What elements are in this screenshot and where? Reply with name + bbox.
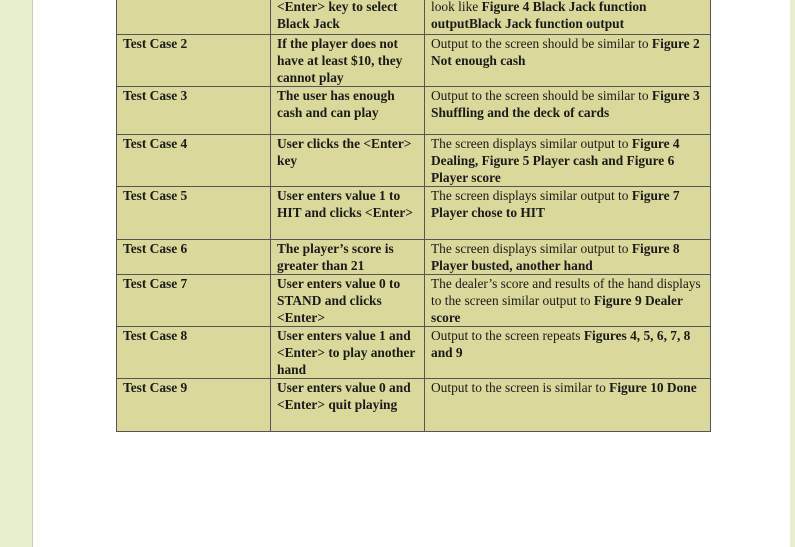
expected-cell xyxy=(425,379,711,432)
expected-cell xyxy=(425,0,711,35)
figure-reference: Figure 4 Black Jack function outputBlack Jack function output xyxy=(431,0,647,31)
action-cell: User enters value 1 and <Enter> to play another hand xyxy=(271,327,425,379)
table-row xyxy=(117,327,711,379)
table-row xyxy=(117,87,711,135)
table-row xyxy=(117,0,711,35)
expected-cell xyxy=(425,275,711,327)
figure-reference: Figure 2 Not enough cash xyxy=(431,36,700,68)
test-case-cell: Test Case 7 xyxy=(117,275,271,327)
expected-text: Output to the screen is similar to xyxy=(431,380,606,395)
test-case-table xyxy=(116,0,711,432)
action-cell: The user has enough cash and can play xyxy=(271,87,425,135)
expected-text: Output to the screen should be similar to xyxy=(431,36,649,51)
expected-cell xyxy=(425,327,711,379)
table-row xyxy=(117,35,711,87)
test-case-cell: Test Case 9 xyxy=(117,379,271,432)
table-row xyxy=(117,240,711,275)
figure-reference: Figure 3 Shuffling and the deck of cards xyxy=(431,88,700,120)
action-cell: <Enter> key to select Black Jack xyxy=(271,0,425,35)
right-margin xyxy=(790,0,795,547)
action-cell: The player’s score is greater than 21 xyxy=(271,240,425,275)
figure-reference: Figures 4, 5, 6, 7, 8 and 9 xyxy=(431,328,691,360)
action-cell: User clicks the <Enter> key xyxy=(271,135,425,187)
expected-cell xyxy=(425,87,711,135)
table-row xyxy=(117,135,711,187)
document-page xyxy=(32,0,791,547)
test-case-cell xyxy=(117,0,271,35)
test-case-cell: Test Case 6 xyxy=(117,240,271,275)
expected-text: The screen displays similar output to xyxy=(431,188,629,203)
expected-text: Output to the screen should be similar to xyxy=(431,88,649,103)
test-case-cell: Test Case 4 xyxy=(117,135,271,187)
figure-reference: Figure 9 Dealer score xyxy=(431,293,683,325)
table-row xyxy=(117,187,711,240)
expected-text: look like xyxy=(431,0,479,14)
expected-cell xyxy=(425,35,711,87)
table-row xyxy=(117,379,711,432)
figure-reference: Figure 7 Player chose to HIT xyxy=(431,188,680,220)
expected-text: The screen displays similar output to xyxy=(431,136,629,151)
expected-text: The dealer’s score and results of the hand displays to the screen similar output to xyxy=(431,276,701,308)
figure-reference: Figure 10 Done xyxy=(609,380,697,395)
action-cell: User enters value 0 to STAND and clicks <Enter> xyxy=(271,275,425,327)
expected-text: The screen displays similar output to xyxy=(431,241,629,256)
action-cell: User enters value 0 and <Enter> quit playing xyxy=(271,379,425,432)
action-cell: If the player does not have at least $10, they cannot play xyxy=(271,35,425,87)
test-case-cell: Test Case 2 xyxy=(117,35,271,87)
test-case-cell: Test Case 8 xyxy=(117,327,271,379)
expected-cell xyxy=(425,240,711,275)
test-case-cell: Test Case 5 xyxy=(117,187,271,240)
action-cell: User enters value 1 to HIT and clicks <Enter> xyxy=(271,187,425,240)
figure-reference: Figure 8 Player busted, another hand xyxy=(431,241,680,273)
expected-cell xyxy=(425,187,711,240)
figure-reference: Figure 4 Dealing, Figure 5 Player cash and Figure 6 Player score xyxy=(431,136,680,185)
expected-cell xyxy=(425,135,711,187)
table-row xyxy=(117,275,711,327)
test-case-cell: Test Case 3 xyxy=(117,87,271,135)
expected-text: Output to the screen repeats xyxy=(431,328,581,343)
